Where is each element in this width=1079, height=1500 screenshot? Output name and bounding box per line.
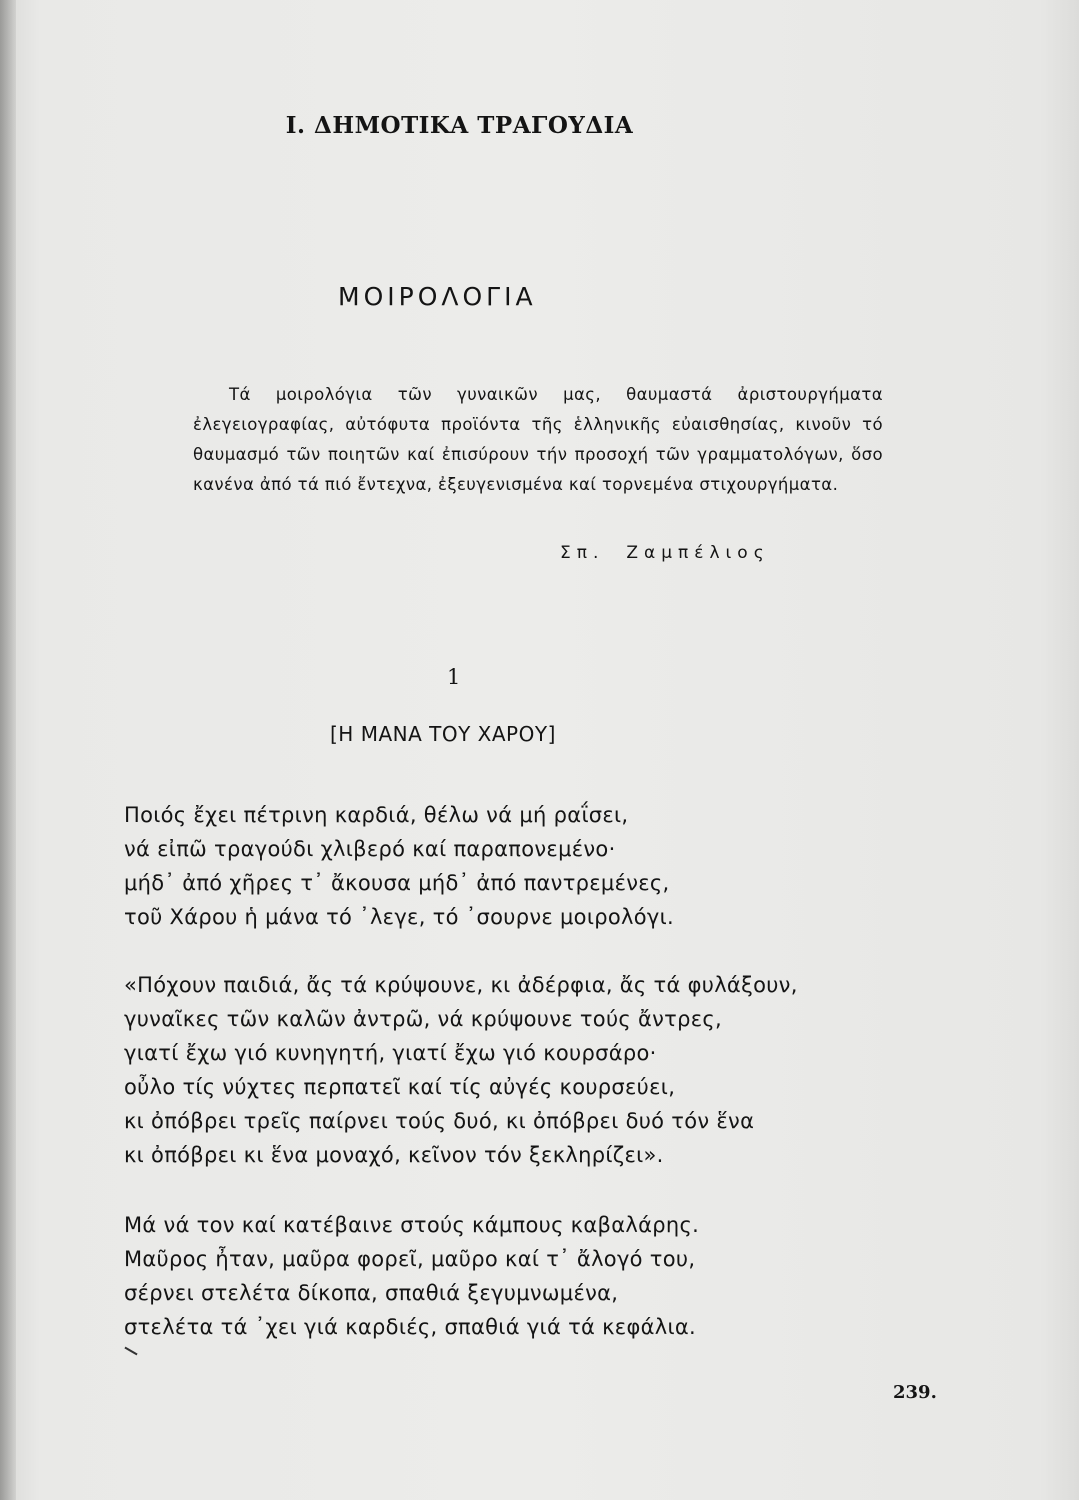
- verse-line: γυναῖκες τῶν καλῶν ἀντρῶ, νά κρύψουνε τούς ἄντρες,: [124, 1007, 722, 1031]
- verse-line: κι ὀπόβρει κι ἕνα μοναχό, κεῖνον τόν ξεκληρίζει».: [124, 1143, 664, 1167]
- epigraph-text: Τά μοιρολόγια τῶν γυναικῶν μας, θαυμαστά ἀριστουργήματα ἐλεγειογραφίας, αὐτόφυτα προϊόντα τῆς ἑλληνικῆς εὐαισθησίας, κινοῦν τό θαυμασμό τῶν ποιητῶν καί ἐπισύρουν τήν προσοχή τῶν γραμματολόγων, ὅσο κανένα ἀπό τά πιό ἔντεχνα, ἐξευγενισμένα καί τορνεμένα στιχουργήματα.: [193, 385, 883, 494]
- epigraph-author: [560, 543, 792, 563]
- verse-line: μήδ᾽ ἀπό χῆρες τ᾽ ἄκουσα μήδ᾽ ἀπό παντρεμένες,: [124, 871, 670, 895]
- poem-title: [Η ΜΑΝΑ ΤΟΥ ΧΑΡΟΥ]: [330, 722, 556, 746]
- verse-line: νά εἰπῶ τραγούδι χλιβερό καί παραπονεμένο·: [124, 837, 616, 861]
- stanza-1: [124, 798, 924, 934]
- verse-line: οὖλο τίς νύχτες περπατεῖ καί τίς αὐγές κουρσεύει,: [124, 1075, 676, 1099]
- epigraph: [193, 380, 883, 500]
- stanza-2: [124, 968, 924, 1172]
- verse-line: Ποιός ἔχει πέτρινη καρδιά, θέλω νά μή ραΐσει,: [124, 803, 629, 827]
- verse-line: Μά νά τον καί κατέβαινε στούς κάμπους καβαλάρης.: [124, 1213, 700, 1237]
- verse-line: «Πόχουν παιδιά, ἄς τά κρύψουνε, κι ἀδέρφια, ἄς τά φυλάξουν,: [124, 973, 798, 997]
- verse-line: Μαῦρος ἦταν, μαῦρα φορεῖ, μαῦρο καί τ᾽ ἄλογό του,: [124, 1247, 696, 1271]
- chapter-subheading: ΜΟΙΡΟΛΟΓΙΑ: [338, 282, 537, 311]
- verse-line: κι ὀπόβρει τρεῖς παίρνει τούς δυό, κι ὀπόβρει δυό τόν ἕνα: [124, 1109, 755, 1133]
- verse-line: τοῦ Χάρου ἡ μάνα τό ᾽λεγε, τό ᾽σουρνε μοιρολόγι.: [124, 905, 675, 929]
- author-initial: Σπ.: [560, 543, 605, 563]
- verse-line: σέρνει στελέτα δίκοπα, σπαθιά ξεγυμνωμένα,: [124, 1281, 619, 1305]
- verse-line: γιατί ἔχω γιό κυνηγητή, γιατί ἔχω γιό κουρσάρο·: [124, 1041, 657, 1065]
- ink-mark: [124, 1347, 137, 1356]
- book-spine-shadow: [0, 0, 16, 1500]
- verse-line: στελέτα τά ᾽χει γιά καρδιές, σπαθιά γιά τά κεφάλια.: [124, 1315, 697, 1339]
- stanza-3: [124, 1208, 924, 1344]
- page-number: 239.: [893, 1382, 937, 1403]
- section-heading: Ι. ΔΗΜΟΤΙΚΑ ΤΡΑΓΟΥΔΙΑ: [285, 112, 634, 139]
- poem-number: 1: [447, 665, 461, 689]
- author-surname: Ζαμπέλιος: [626, 543, 770, 563]
